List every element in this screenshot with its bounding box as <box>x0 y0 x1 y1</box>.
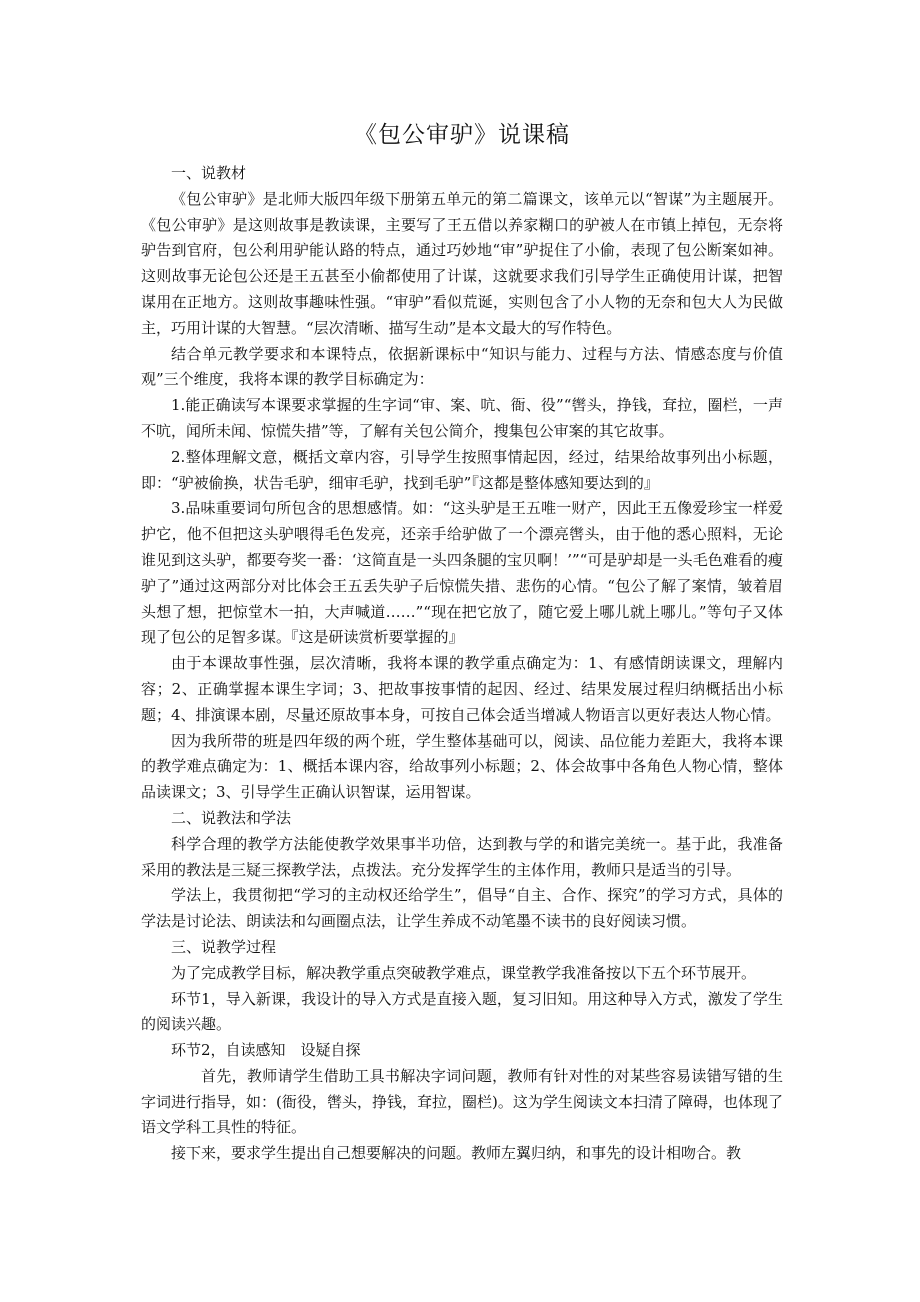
paragraph-key-points: 由于本课故事性强，层次清晰，我将本课的教学重点确定为：1、有感情朗读课文，理解内容；2、正确掌握本课生字词；3、把故事按事情的起因、经过、结果发展过程归纳概括出小标题；4、排演课本剧，尽量还原故事本身，可按自己体会适当增减人物语言以更好表达人物心情。 <box>141 654 783 724</box>
teaching-goal-3: 3.品味重要词句所包含的思想感情。如：“这头驴是王五唯一财产，因此王五像爱珍宝一样爱护它，他不但把这头驴喂得毛色发亮，还亲手给驴做了一个漂亮辔头，由于他的悉心照料，无论谁见到这头驴，都要夸奖一番：‘这简直是一头四条腿的宝贝啊！’”“可是驴却是一头毛色难看的瘦驴了”通过这两部分对比体会王五丢失驴子后惊慌失措、悲伤的心情。“包公了解了案情，皱着眉头想了想，把惊堂木一拍，大声喊道……”“现在把它放了，随它爱上哪儿就上哪儿。”等句子又体现了包公的足智多谋。『这是研读赏析要掌握的』 <box>141 499 783 647</box>
teaching-goal-1: 1.能正确读写本课要求掌握的生字词“审、案、吭、衙、役”“辔头，挣钱，耷拉，圈栏，一声不吭，闻所未闻、惊慌失措”等，了解有关包公简介，搜集包公审案的其它故事。 <box>141 396 783 440</box>
paragraph-difficult-points: 因为我所带的班是四年级的两个班，学生整体基础可以，阅读、品位能力差距大，我将本课的教学难点确定为：1、概括本课内容，给故事列小标题；2、体会故事中各角色人物心情，整体品读课文；3、引导学生正确认识智谋，运用智谋。 <box>141 731 783 802</box>
section-heading-process: 三、说教学过程 <box>171 937 277 956</box>
paragraph-teaching-methods: 科学合理的教学方法能使教学效果事半功倍，达到教与学的和谐完美统一。基于此，我准备采用的教法是三疑三探教学法，点拨法。充分发挥学生的主体作用，教师只是适当的引导。 <box>141 834 783 879</box>
section-heading-textbook: 一、说教材 <box>171 164 247 182</box>
paragraph-step-1: 环节1，导入新课，我设计的导入方式是直接入题，复习旧知。用这种导入方式，激发了学生的阅读兴趣。 <box>141 989 783 1034</box>
paragraph-step-2-vocabulary: 首先，教师请学生借助工具书解决字词问题，教师有针对性的对某些容易读错写错的生字词进行指导，如：(衙役，辔头，挣钱，耷拉，圈栏)。这为学生阅读文本扫清了障碍，也体现了语文学科工具性的特征。 <box>141 1066 783 1137</box>
paragraph-textbook-intro: 《包公审驴》是北师大版四年级下册第五单元的第二篇课文，该单元以“智谋”为主题展开。《包公审驴》是这则故事是教读课，主要写了王五借以养家糊口的驴被人在市镇上掉包，无奈将驴告到官府，包公利用驴能认路的特点，通过巧妙地“审”驴捉住了小偷，表现了包公断案如神。这则故事无论包公还是王五甚至小偷都使用了计谋，这就要求我们引导学生正确使用计谋，把智谋用在正地方。这则故事趣味性强。“审驴”看似荒诞，实则包含了小人物的无奈和包大人为民做主，巧用计谋的大智慧。“层次清晰、描写生动”是本文最大的写作特色。 <box>141 189 783 337</box>
teaching-goal-2: 2.整体理解文意，概括文章内容，引导学生按照事情起因，经过，结果给故事列出小标题，即：“驴被偷换，状告毛驴，细审毛驴，找到毛驴”『这都是整体感知要达到的』 <box>141 447 783 492</box>
section-heading-methods: 二、说教法和学法 <box>171 808 292 827</box>
step-2-heading: 环节2，自读感知 设疑自探 <box>171 1041 361 1060</box>
paragraph-process-intro: 为了完成教学目标，解决教学重点突破教学难点，课堂教学我准备按以下五个环节展开。 <box>171 963 757 982</box>
paragraph-learning-methods: 学法上，我贯彻把“学习的主动权还给学生”，倡导“自主、合作、探究”的学习方式，具体的学法是讨论法、朗读法和勾画圈点法，让学生养成不动笔墨不读书的良好阅读习惯。 <box>141 886 783 931</box>
document-title: 《包公审驴》说课稿 <box>354 122 570 148</box>
paragraph-teaching-goals-intro: 结合单元教学要求和本课特点，依据新课标中“知识与能力、过程与方法、情感态度与价值观”三个维度，我将本课的教学目标确定为： <box>141 344 783 389</box>
document-body <box>141 118 783 1167</box>
paragraph-step-2-questions: 接下来，要求学生提出自己想要解决的问题。教师左翼归纳，和事先的设计相吻合。教 <box>171 1144 742 1163</box>
